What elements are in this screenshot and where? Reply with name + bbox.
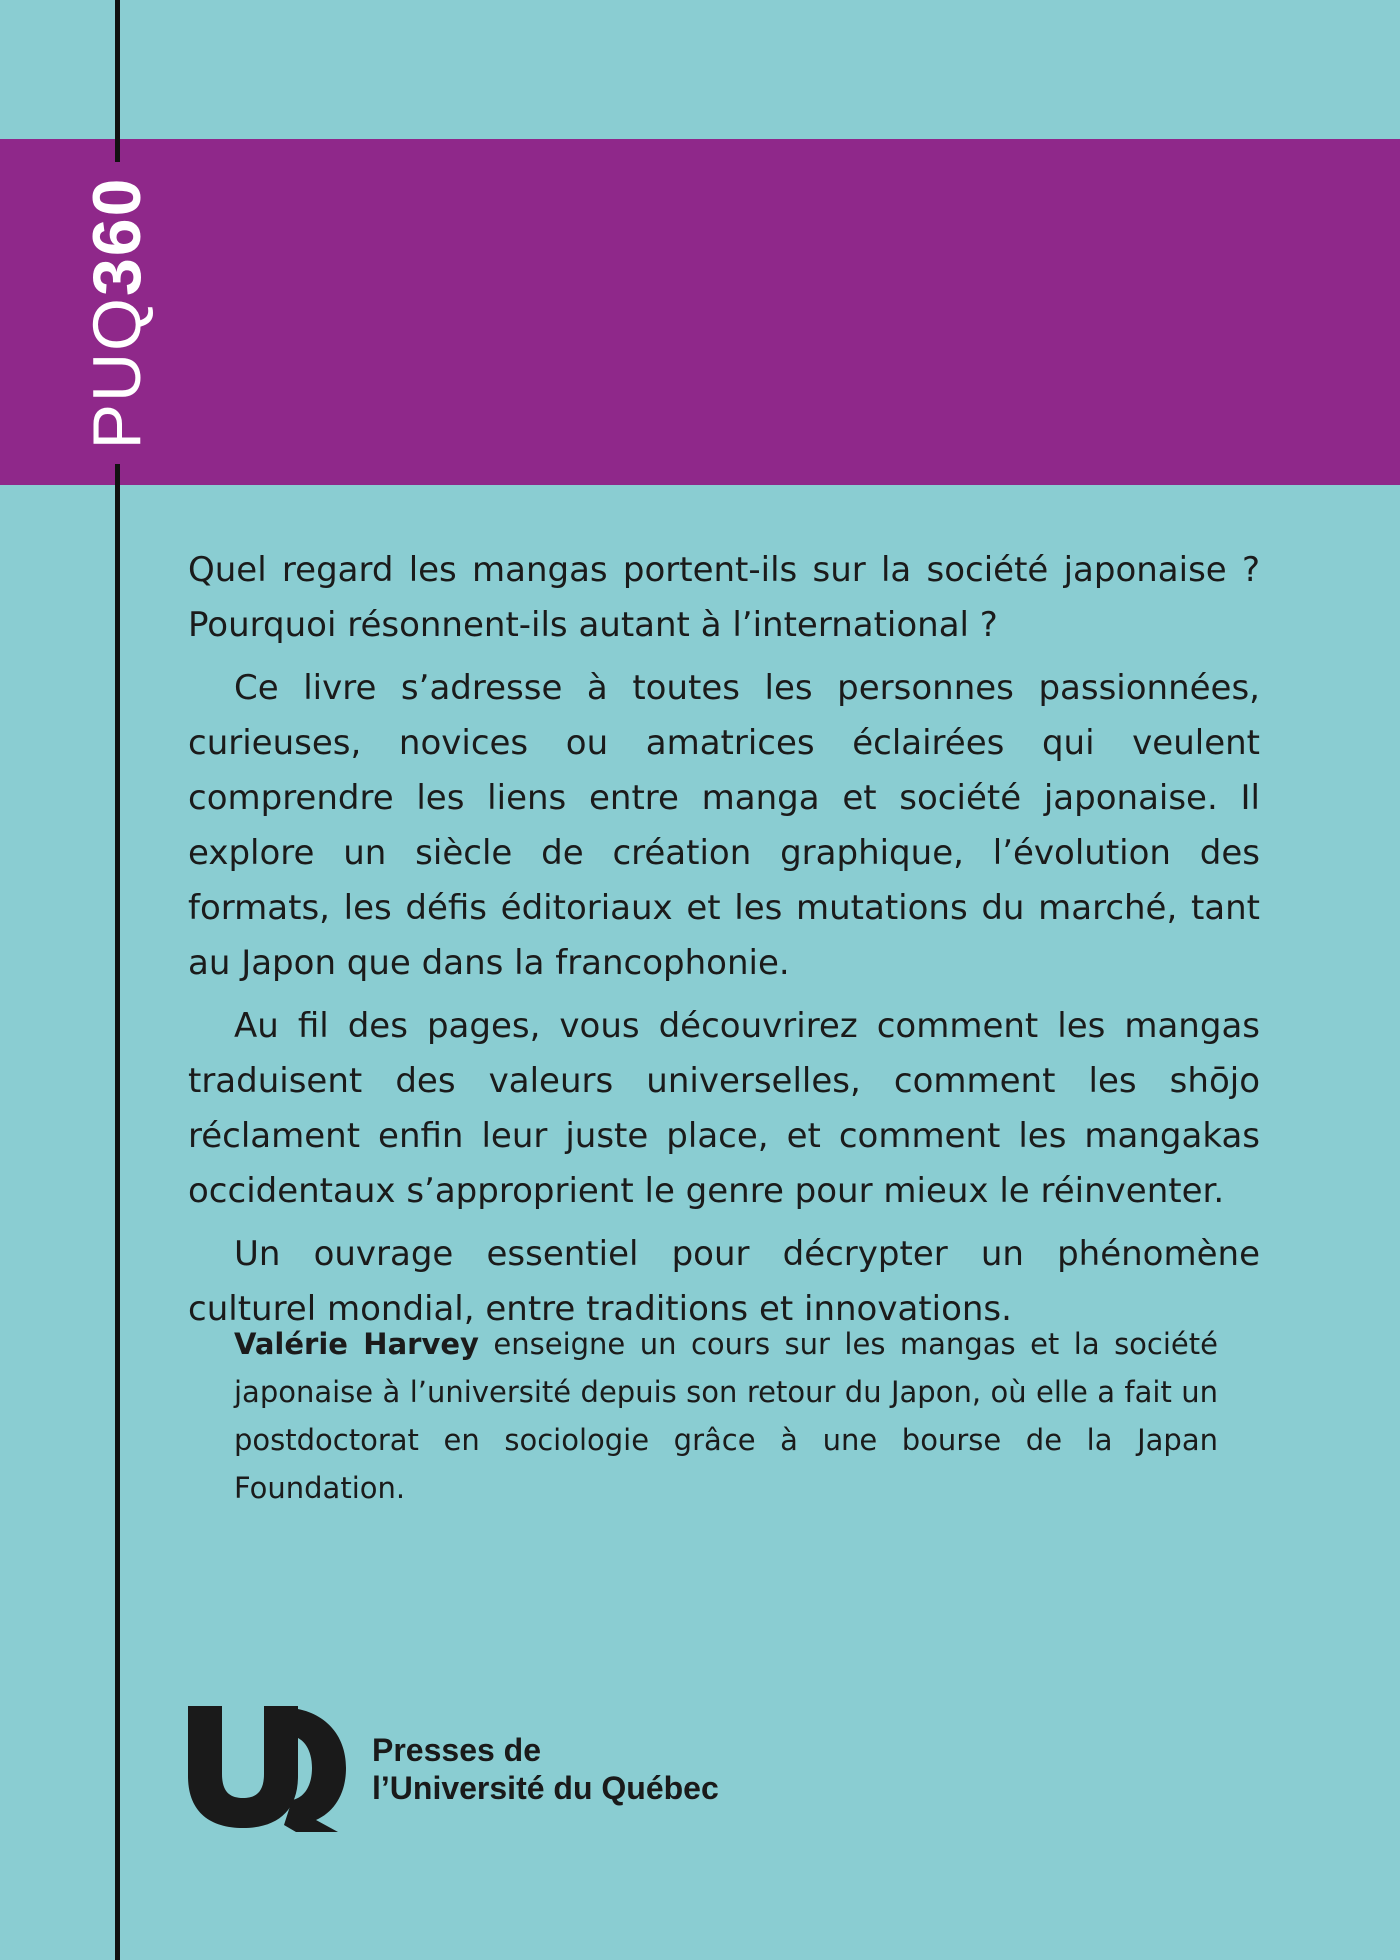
spine-line-bottom (115, 464, 120, 1960)
author-bio-text: enseigne un cours sur les mangas et la société japonaise à l’université depuis son retour du Japon, où elle a fait un postdoctorat en sociologie grâce à une bourse de la Japan Foundation. (234, 1327, 1218, 1505)
series-logo-light: PUQ (79, 296, 155, 450)
author-name: Valérie Harvey (234, 1327, 479, 1361)
uq-logo-icon (188, 1706, 350, 1832)
blurb-paragraph-2: Ce livre s’adresse à toutes les personnes passionnées, curieuses, novices ou amatrices éclairées qui veulent comprendre les liens entre manga et société japonaise. Il explore un siècle de création graphique, l’évolution des formats, les défis éditoriaux et les mutations du marché, tant au Japon que dans la francophonie. (188, 668, 1260, 983)
series-logo-bold: 360 (79, 176, 155, 297)
publisher-logo (188, 1706, 719, 1832)
back-cover-blurb (188, 543, 1260, 1345)
purple-band (0, 139, 1400, 485)
publisher-name (372, 1731, 719, 1807)
publisher-name-line-1: Presses de (372, 1732, 542, 1768)
publisher-name-line-2: l’Université du Québec (372, 1770, 719, 1806)
author-bio (234, 1320, 1218, 1512)
spine-line-top (115, 0, 120, 162)
series-logo (79, 176, 155, 450)
blurb-paragraph-4: Un ouvrage essentiel pour décrypter un phénomène culturel mondial, entre traditions et innovations. (188, 1234, 1260, 1329)
blurb-paragraph-3: Au fil des pages, vous découvrirez comment les mangas traduisent des valeurs universelles, comment les shōjo réclament enfin leur juste place, et comment les mangakas occidentaux s’approprient le genre pour mieux le réinventer. (188, 1006, 1260, 1211)
blurb-paragraph-1: Quel regard les mangas portent-ils sur la société japonaise ? Pourquoi résonnent-ils autant à l’international ? (188, 550, 1260, 645)
